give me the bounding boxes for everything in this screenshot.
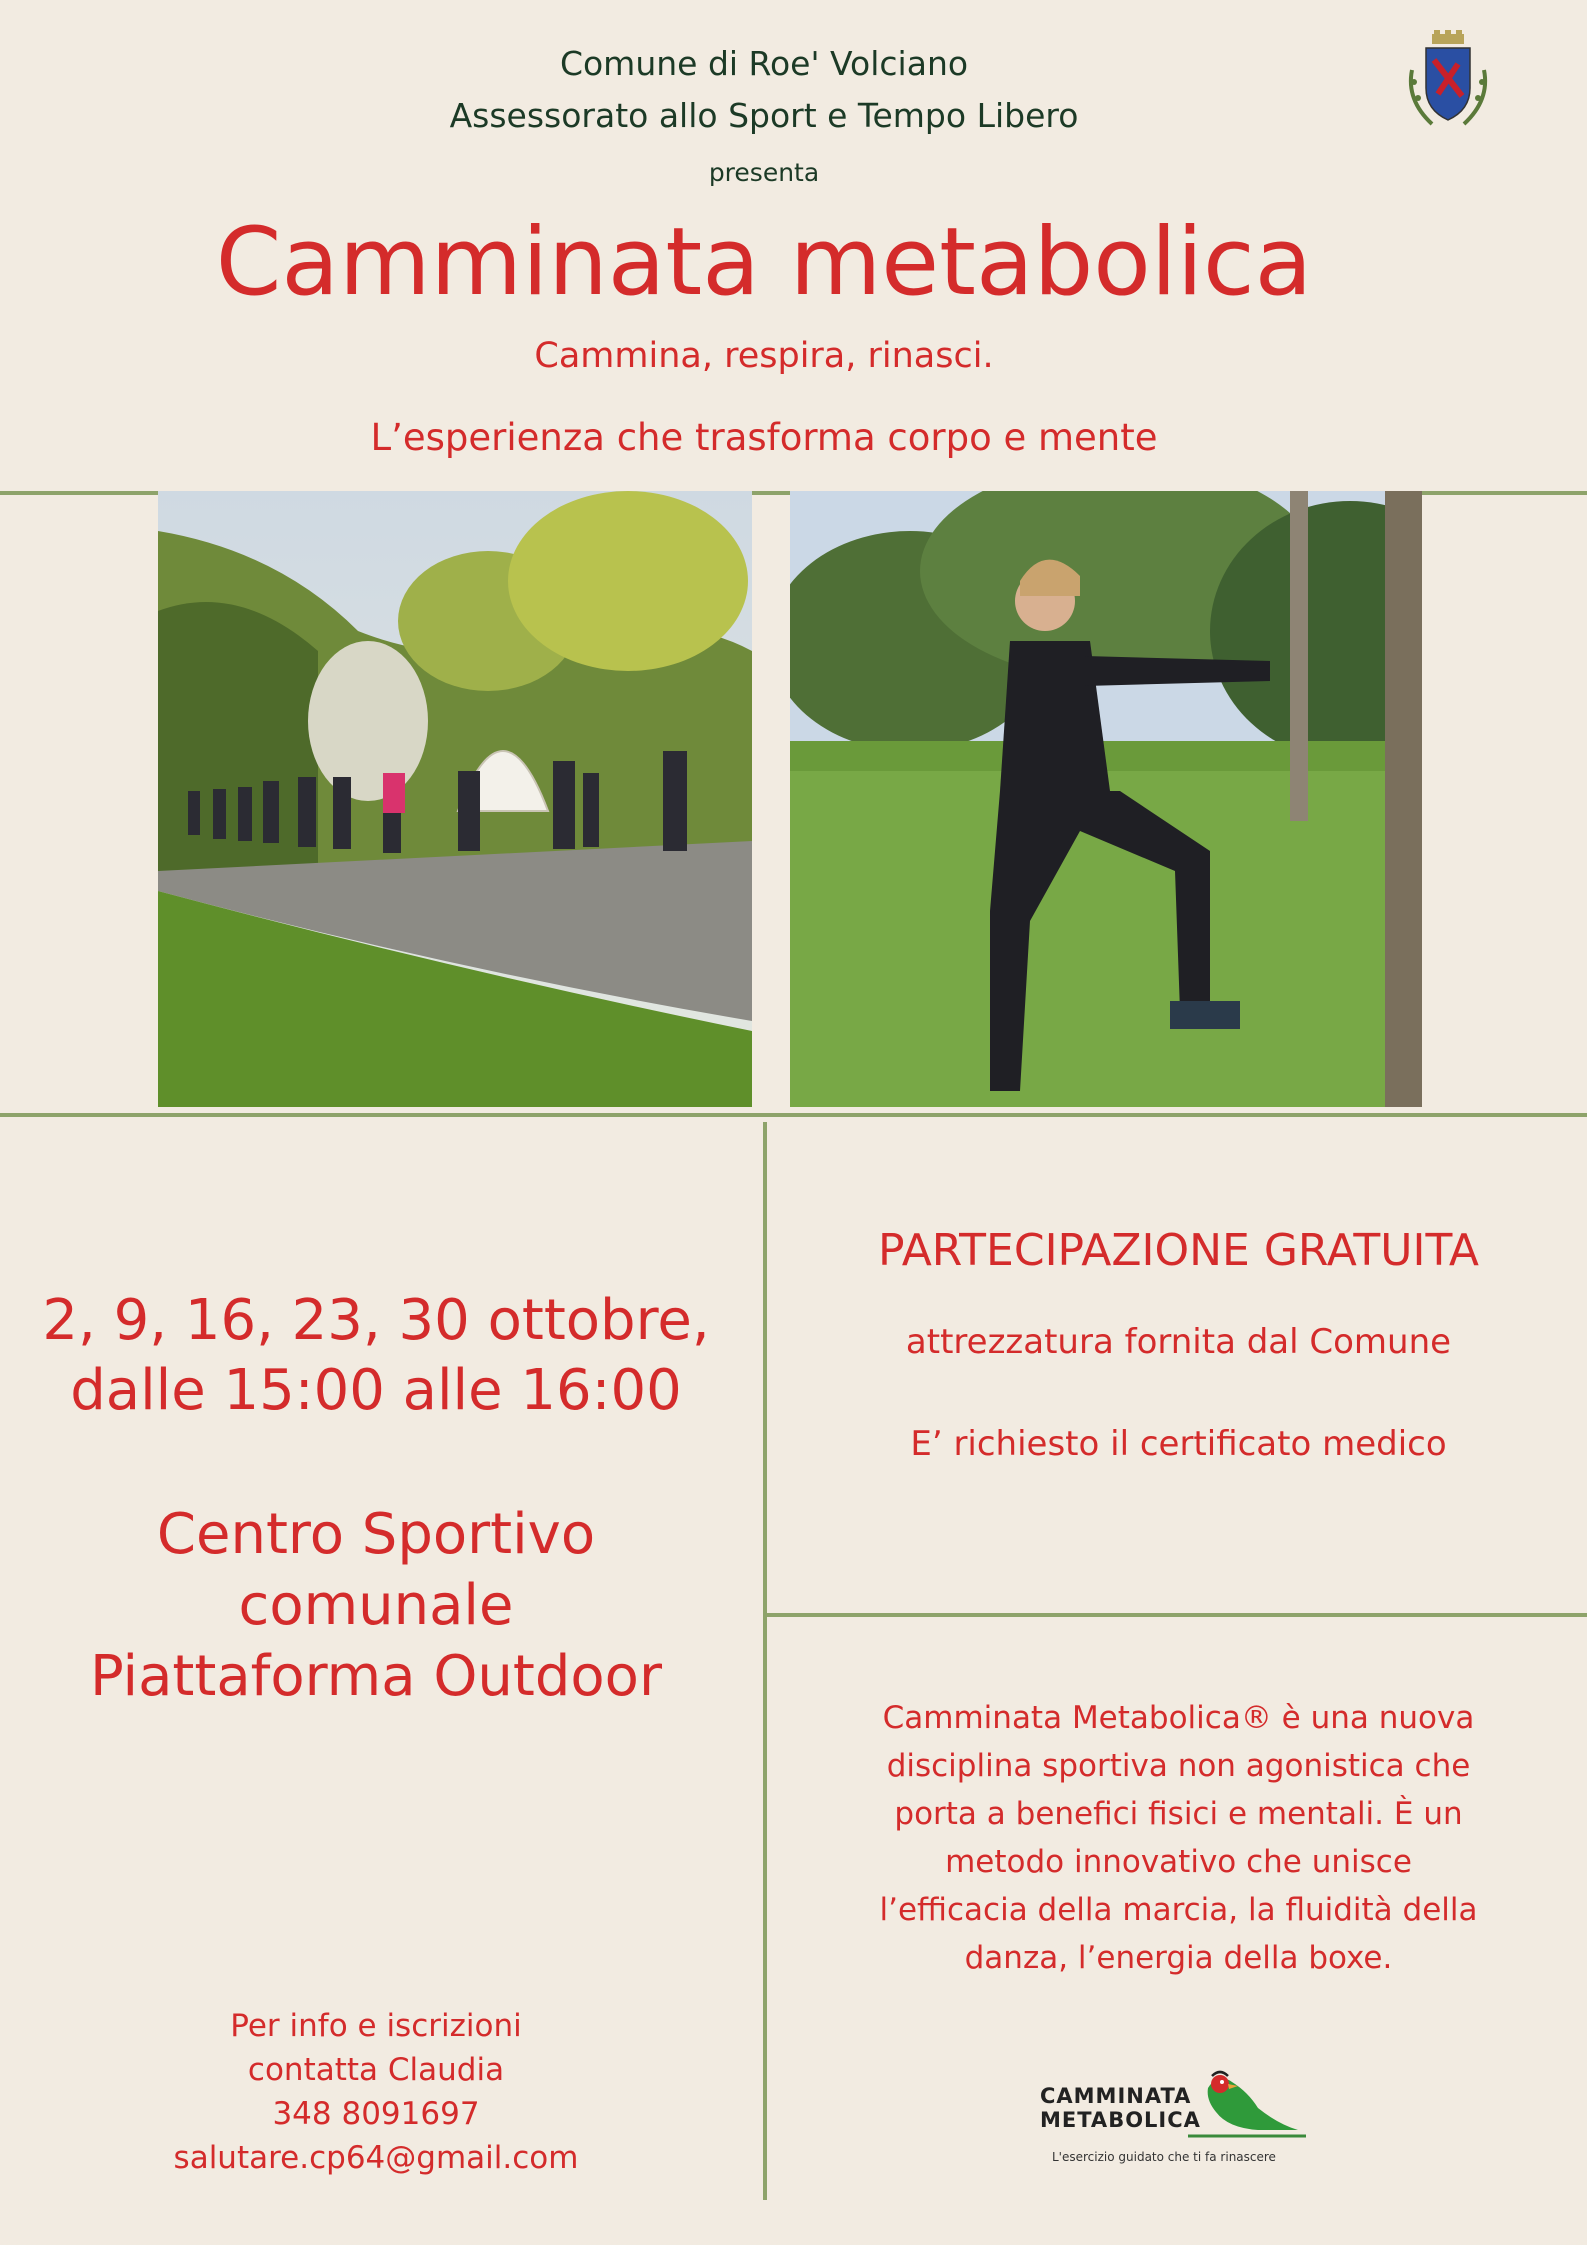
free-participation-heading: PARTECIPAZIONE GRATUITA: [877, 1225, 1480, 1276]
description-line: danza, l’energia della boxe.: [964, 1940, 1393, 1976]
description-line: Camminata Metabolica® è una nuova: [882, 1700, 1475, 1736]
certificate-note: E’ richiesto il certificato medico: [910, 1424, 1447, 1464]
bird-icon: [1188, 2068, 1308, 2148]
group-walking-photo: [158, 491, 752, 1107]
description-line: disciplina sportiva non agonistica che: [886, 1748, 1471, 1784]
event-title: Camminata metabolica: [215, 208, 1313, 317]
divider-right: [763, 1613, 1587, 1617]
event-dates: 2, 9, 16, 23, 30 ottobre,: [42, 1288, 710, 1353]
logo-name-line-1: CAMMINATA: [1040, 2084, 1192, 2108]
divider-middle: [0, 1113, 1587, 1117]
presents-label: presenta: [708, 158, 820, 187]
equipment-note: attrezzatura fornita dal Comune: [905, 1322, 1452, 1362]
event-tagline: Cammina, respira, rinasci.: [534, 336, 994, 376]
venue-line-1: Centro Sportivo: [156, 1502, 596, 1567]
organizer-line-1: Comune di Roe' Volciano: [559, 44, 969, 83]
divider-vertical: [763, 1122, 767, 2200]
organizer-line-2: Assessorato allo Sport e Tempo Libero: [449, 96, 1079, 135]
outdoor-training-photo: [790, 491, 1422, 1107]
logo-name-line-2: METABOLICA: [1040, 2108, 1201, 2132]
contact-phone: 348 8091697: [272, 2096, 480, 2132]
event-subtitle: L’esperienza che trasforma corpo e mente: [370, 416, 1158, 459]
municipal-crest-icon: [1398, 30, 1498, 142]
contact-email: salutare.cp64@gmail.com: [173, 2140, 579, 2176]
event-time: dalle 15:00 alle 16:00: [70, 1358, 682, 1423]
venue-line-3: Piattaforma Outdoor: [90, 1644, 662, 1709]
venue-line-2: comunale: [238, 1573, 514, 1638]
camminata-metabolica-logo: [1040, 2068, 1310, 2164]
contact-person: contatta Claudia: [247, 2052, 505, 2088]
description-line: metodo innovativo che unisce: [945, 1844, 1412, 1880]
description-line: porta a benefici fisici e mentali. È un: [894, 1796, 1463, 1832]
contact-info-label: Per info e iscrizioni: [230, 2008, 522, 2044]
description-line: l’efficacia della marcia, la fluidità della: [879, 1892, 1478, 1928]
logo-tagline: L'esercizio guidato che ti fa rinascere: [1052, 2150, 1276, 2164]
